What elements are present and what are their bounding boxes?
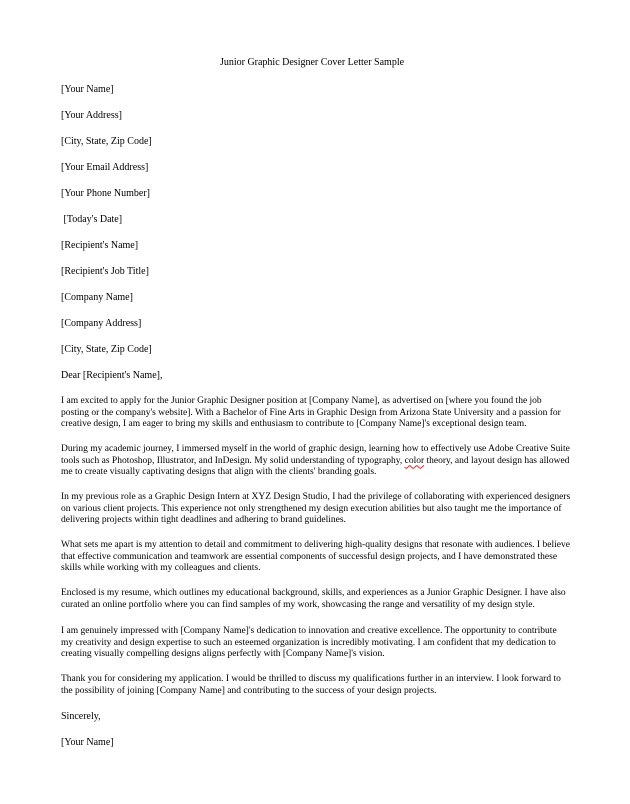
letter-date: [Today's Date] bbox=[61, 214, 123, 225]
closing: Sincerely, bbox=[61, 711, 101, 722]
sender-city-state-zip: [City, State, Zip Code] bbox=[61, 136, 152, 147]
body-paragraph-1: I am excited to apply for the Junior Graphic Designer position at [Company Name], as advertised on [where you found the job posting or the company's website]. With a Bachelor of Fine Arts in Graphic Design from Arizona State University and a passion for creative design, I am eager to bring my skills and enthusiasm to contribute to [Company Name]'s exceptional design team. bbox=[61, 396, 561, 430]
salutation: Dear [Recipient's Name], bbox=[61, 370, 163, 381]
body-paragraph-4: What sets me apart is my attention to detail and commitment to delivering high-quality designs that resonate with audiences. I believe that effective communication and teamwork are essential components of successful design projects, and I have demonstrated these skills while working with my colleagues and clients. bbox=[61, 540, 570, 574]
body-paragraph-5: Enclosed is my resume, which outlines my educational background, skills, and experiences as a Junior Graphic Designer. I have also curated an online portfolio where you can find samples of my work, showcasing the range and versatility of my design style. bbox=[61, 588, 566, 610]
body-paragraph-3: In my previous role as a Graphic Design Intern at XYZ Design Studio, I had the privilege of collaborating with experienced designers on various client projects. This experience not only strengthened my design execution abilities but also taught me the importance of delivering projects within tight deadlines and adhering to brand guidelines. bbox=[61, 492, 571, 526]
spellcheck-flagged-word: color bbox=[404, 455, 425, 466]
sender-address: [Your Address] bbox=[61, 110, 122, 121]
sender-name: [Your Name] bbox=[61, 84, 114, 95]
recipient-company: [Company Name] bbox=[61, 292, 133, 303]
signature-name: [Your Name] bbox=[61, 737, 114, 748]
sender-email: [Your Email Address] bbox=[61, 162, 149, 173]
body-paragraph-7: Thank you for considering my application. I would be thrilled to discuss my qualifications further in an interview. I look forward to the possibility of joining [Company Name] and contributing to the success of your design projects. bbox=[61, 674, 561, 696]
recipient-job-title: [Recipient's Job Title] bbox=[61, 266, 149, 277]
body-paragraph-6: I am genuinely impressed with [Company Name]'s dedication to innovation and creative excellence. The opportunity to contribute my creativity and design expertise to such an esteemed organization is incredibly motivating. I am confident that my dedication to creating visually compelling designs aligns perfectly with [Company Name]'s vision. bbox=[61, 626, 557, 660]
document-title: Junior Graphic Designer Cover Letter Sample bbox=[219, 57, 405, 68]
body-paragraph-2-text-start: During my academic journey, I immersed myself in the world of graphic design, learning how to effectively use Adobe Creative Suite tools such as Photoshop, Illustrator, and InDesign. My solid understanding of typography, bbox=[61, 444, 570, 466]
recipient-company-address: [Company Address] bbox=[61, 318, 142, 329]
body-paragraph-2 bbox=[61, 444, 571, 479]
sender-phone: [Your Phone Number] bbox=[61, 188, 150, 199]
recipient-name: [Recipient's Name] bbox=[61, 240, 139, 251]
body-paragraph-2-text-end: theory, and layout design has allowed me to create visually captivating designs that align with the clients' branding goals. bbox=[61, 455, 570, 478]
recipient-city-state-zip: [City, State, Zip Code] bbox=[61, 344, 152, 355]
